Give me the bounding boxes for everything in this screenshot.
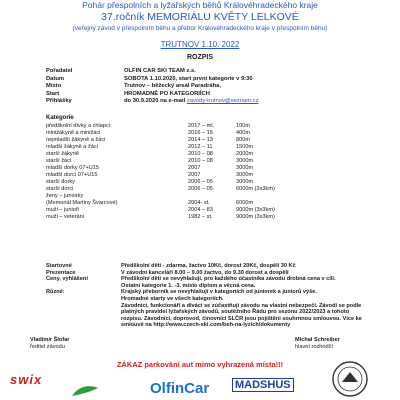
startovne-row <box>46 263 366 270</box>
category-distance: 100m <box>236 123 250 129</box>
parking-warning: ZÁKAZ parkování aut mimo vyhrazená místa!!! <box>116 360 284 369</box>
category-name: mladší žákyně a žáci <box>46 144 98 150</box>
director-role: ředitel závodu <box>30 344 65 350</box>
category-name: starší žákyně <box>46 151 79 157</box>
info-value: SOBOTA 1.10.2020, start první kategorie v 9:30 <box>124 75 253 82</box>
info-value: HROMADNĚ PO KATEGORIÍCH <box>124 90 210 97</box>
info-label: Start <box>46 90 60 97</box>
header-line3a: (veřejný závod v přespolním běhu a přebor Královéhradeckého kraje v přespolním běhu) <box>72 25 328 32</box>
block-text: V závodní kanceláři 8.00 – 9.00 žactvo, do 9.30 dorost a dospělí <box>121 269 289 276</box>
block-label: Startovné <box>46 263 72 269</box>
category-year: 2007 <box>188 165 201 171</box>
category-distance: 3000m <box>236 165 254 171</box>
category-name: mladší dorci 07+U15 <box>46 172 98 178</box>
info-label: Datum <box>46 75 65 82</box>
rozpis-title: ROZPIS <box>186 54 214 61</box>
category-row <box>46 214 346 221</box>
info-row <box>46 83 366 91</box>
category-year: 2014 – 13 <box>188 137 213 143</box>
category-year: 2006 – 05 <box>188 186 213 192</box>
info-value-text: do 30.9.2020 na e-mail <box>124 98 186 104</box>
category-year: 2016 – 15 <box>188 130 213 136</box>
category-row <box>46 207 346 214</box>
referee-name: Michal Schreiber <box>295 337 340 343</box>
category-name: mladší dorky 07+U15 <box>46 165 100 171</box>
info-value: OLFIN CAR SKI TEAM z.s. <box>124 68 196 74</box>
category-year: 2007 <box>188 172 201 178</box>
category-year: 2004 – 83 <box>188 207 213 213</box>
ruzne-row <box>46 289 366 329</box>
block-label: Prezentace <box>46 269 76 276</box>
info-value <box>124 98 258 104</box>
category-distance: 9000m (3x3km) <box>236 207 275 213</box>
category-row <box>46 172 346 179</box>
category-name: starší žáci <box>46 158 72 164</box>
info-row <box>46 76 366 84</box>
header-line4: TRUTNOV 1.10. 2022 <box>160 40 240 49</box>
info-label: Přihlášky <box>46 98 72 104</box>
category-distance: 6000m <box>236 200 254 206</box>
category-name: starší dorci <box>46 186 74 192</box>
signature-referee <box>295 337 340 351</box>
block-label: Různé: <box>46 289 65 296</box>
categories-table <box>46 115 346 221</box>
category-row <box>46 144 346 151</box>
director-name: Vladimír Šlofar <box>30 337 70 343</box>
category-distance: 6000m (2x3km) <box>236 186 275 192</box>
category-name: předškolní dívky a chlapci <box>46 123 111 129</box>
categories-rows <box>46 123 346 221</box>
category-row <box>46 200 346 207</box>
sponsor-logos <box>0 372 400 400</box>
category-distance: 9000m (3x3km) <box>236 214 275 220</box>
email-link[interactable]: zavody-trutnov@seznam.cz <box>186 98 259 104</box>
leaf-logo-icon <box>70 384 100 398</box>
category-name: muži – veteráni <box>46 214 84 220</box>
category-year: 2017 – ml. <box>188 123 215 129</box>
olfincar-logo: OlfinCar <box>150 380 210 397</box>
category-distance: 1500m <box>236 144 254 150</box>
category-year: 2004- st. <box>188 200 210 206</box>
block-text: Předškolní děti - zdarma, žactvo 10Kč, dorost 20Kč, dospělí 30 Kč <box>121 263 296 269</box>
block-text: Krajský přeborník se nevyhlašují v kategoriích od juniorek a juniorů výše. Hromadné starty ve všech kategoriích. Závodníci, funkcionáři a diváci se zúčastňují závodu na vlastní nebezpečí. Závodí se podle platných pravidel lyžařských závodů, soutěžního Řádu pro sezónu 2022/2023 a tohoto rozpisu. Závodníci, doprovod, činovníci SLČR jsou pojištěni souhrnnou smlouvou. Více ke smlouvě na http://www.czech-ski.com/beh-na-lyzich/dokumenty <box>121 289 362 329</box>
category-year: 2006 – 05 <box>188 179 213 185</box>
categories-heading: Kategorie <box>46 115 74 121</box>
category-year: 2010 – 08 <box>188 158 213 164</box>
category-name: (Memoriál Martiny Švarcové) <box>46 200 118 206</box>
school-seal-icon <box>330 360 370 398</box>
header-line3 <box>0 25 400 33</box>
info-label: Místo <box>46 83 62 89</box>
category-row <box>46 193 346 200</box>
info-label: Pořadatel <box>46 68 73 74</box>
category-name: ženy – juniorky <box>46 193 84 199</box>
category-year: 2012 – 11 <box>188 144 213 150</box>
category-distance: 400m <box>236 130 250 136</box>
category-distance: 3000m <box>236 172 254 178</box>
referee-role: hlavní rozhodčí <box>295 344 333 350</box>
block-label: Ceny, vyhlášení <box>46 276 88 283</box>
category-distance: 3000m <box>236 158 254 164</box>
info-row <box>46 98 366 106</box>
category-name: nejmladší žákyně a žáci <box>46 137 106 143</box>
category-row <box>46 130 346 137</box>
category-row <box>46 123 346 130</box>
category-row <box>46 158 346 165</box>
category-distance: 800m <box>236 137 250 143</box>
category-name: starší dorky <box>46 179 75 185</box>
header-line2: 37.ročník MEMORIÁLU KVĚTY LELKOVÉ <box>101 11 299 23</box>
category-year: 1982 – st. <box>188 214 213 220</box>
category-row <box>46 151 346 158</box>
category-distance: 2000m <box>236 151 254 157</box>
signature-director <box>30 337 69 351</box>
header-line1: Pohár přespolních a lyžařských běhů Královéhradeckého kraje <box>82 0 318 10</box>
ceny-row <box>46 276 366 289</box>
madshus-logo: MADSHUS <box>232 378 294 392</box>
swix-logo: swix <box>10 372 43 387</box>
info-row <box>46 91 366 99</box>
prezentace-row <box>46 270 366 277</box>
category-row <box>46 137 346 144</box>
category-row <box>46 179 346 186</box>
category-year: 2010 – 08 <box>188 151 213 157</box>
block-text: Předškolní děti se nevyhlašují, pro každého účastníka závodu drobná cena v cíli. Ostatní kategorie 1. -3. místo diplom a věcná cena. <box>121 276 336 289</box>
category-row <box>46 165 346 172</box>
info-table <box>46 68 366 106</box>
category-row <box>46 186 346 193</box>
info-value: Trutnov – běžecký areál Paradráha, <box>124 83 221 89</box>
category-name: muži – junioři <box>46 207 79 213</box>
category-name: minižákyně a minižáci <box>46 130 101 136</box>
info-row <box>46 68 366 76</box>
category-distance: 3000m <box>236 179 254 185</box>
details-section <box>46 263 366 329</box>
